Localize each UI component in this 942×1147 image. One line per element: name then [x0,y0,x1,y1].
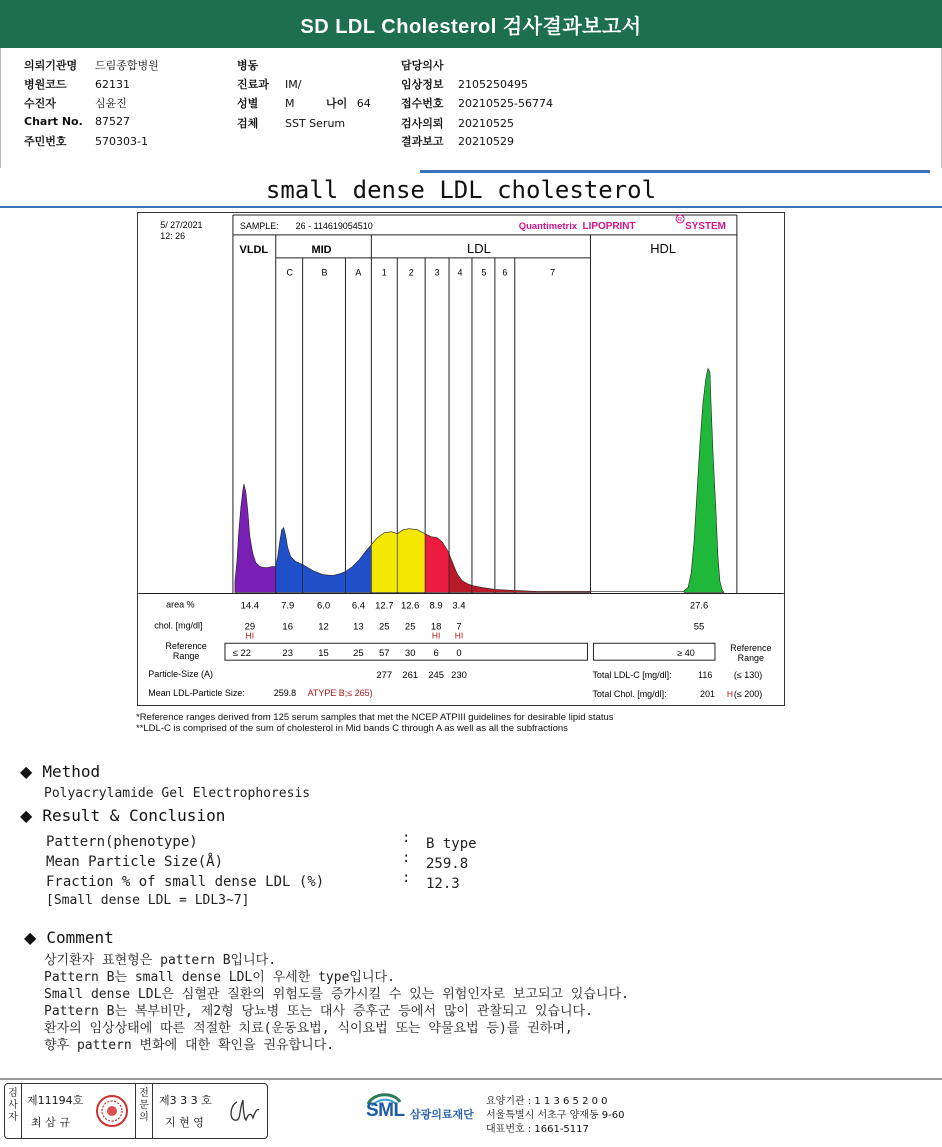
info-label: Chart No. [24,115,83,128]
info-row [401,115,514,131]
mean-size-value: 259.8 [273,688,297,699]
mid-b-band [303,565,346,593]
subband-a: A [355,267,362,278]
total-chol-label: Total Chol. [mg/dl]: [592,689,667,700]
org-line-1: 요양기관 : 1 1 3 6 5 2 0 0 [486,1096,608,1107]
sign-divider [21,1084,22,1138]
area-value: 12.7 [375,600,394,612]
area-row [241,600,709,611]
chol-value: 25 [404,621,416,633]
info-value: 570303-1 [95,135,148,148]
specialist-no: 제3 3 3 호 [159,1094,212,1107]
info-value: 심윤진 [95,97,127,110]
info-label: 진료과 [237,78,269,91]
signature-icon [225,1092,263,1128]
chol-value: 18 [430,621,442,633]
ldl-1-band [371,532,397,593]
logo-text: SML [366,1100,405,1121]
seal-stamp-icon [95,1092,129,1130]
ref-value: ≤ 22 [232,648,252,660]
brand-label-b: LIPOPRINT [582,220,636,232]
comment-line: 향후 pattern 변화에 대한 확인을 권유합니다. [44,1038,335,1053]
comment-line: Small dense LDL은 심혈관 질환의 위험도를 증가시킬 수 있는 위험인자로 보고되고 있습니다. [44,987,629,1002]
area-value: 27.6 [689,600,709,612]
chol-value: 7 [456,621,462,633]
chol-value: 16 [282,621,293,633]
age-value: 64 [356,97,371,110]
mid-a-band [345,545,371,593]
method-heading: ◆ Method [20,762,101,781]
info-label: 성별 [237,97,259,110]
sign-divider [135,1084,136,1138]
org-name: 삼광의료재단 [410,1108,474,1121]
subband-1: 1 [381,267,387,278]
row-label-chol: chol. [mg/dl] [154,620,203,631]
info-label: 주민번호 [24,135,67,148]
info-value: 87527 [95,115,130,128]
chol-value: 13 [353,621,364,633]
ref-value: 23 [282,648,293,660]
ldl-5-7-tail [472,585,591,592]
subband-6: 6 [502,267,508,278]
title-rule-top [420,170,930,173]
org-line-2: 서울특별시 서초구 양재동 9-60 [486,1110,625,1121]
ldl-4-band [449,554,472,593]
org-line-3: 대표번호 : 1661-5117 [486,1124,589,1135]
info-value: 드림종합병원 [95,59,159,72]
result-colon: : [402,830,411,846]
report-header: SD LDL Cholesterol 검사결과보고서 [0,0,942,48]
total-ldl-value: 116 [698,670,713,681]
info-label: 임상정보 [401,78,444,91]
subband-3: 3 [434,267,440,278]
group-label-ldl: LDL [467,240,491,256]
registered-letter: R [677,217,682,224]
footnote-1: *Reference ranges derived from 125 serum samples that met the NCEP ATPIII guidelines for desirable lipid status [136,712,614,723]
footnote-2: **LDL-C is comprised of the sum of cholesterol in Mid bands C through A as well as all the subfractions [136,723,568,734]
info-value: M [285,97,295,110]
info-row [24,133,148,149]
ref-row [233,648,462,659]
ldl-2-band [397,529,425,593]
info-row [401,76,528,92]
diamond-bullet-icon: ◆ [24,928,37,947]
result-value: B type [426,836,477,852]
info-label: 병동 [237,59,259,72]
hi-flag: HI [245,630,255,641]
subband-b: B [321,267,328,278]
report-title: small dense LDL cholesterol [265,176,657,204]
run-date: 5/ 27/2021 [160,219,203,230]
subband-2: 2 [408,267,414,278]
footer-rule [0,1078,942,1080]
result-note: [Small dense LDL = LDL3~7] [46,893,250,908]
info-value: SST Serum [285,117,346,130]
diamond-bullet-icon: ◆ [20,806,33,825]
info-label: 접수번호 [401,97,444,110]
info-row [24,57,159,73]
row-label-ref-right-1: Reference [730,643,772,654]
info-label: 검사의뢰 [401,117,444,130]
area-value: 8.9 [429,600,443,612]
specialist-label: 전 문 의 [139,1088,149,1123]
ref-value: 30 [404,648,416,660]
subband-5: 5 [481,267,487,278]
particle-size-value: 245 [428,670,444,682]
row-label-particle: Particle-Size (A) [148,669,213,680]
subband-c: C [286,267,293,278]
sample-value: 26 - 114619054510 [295,220,373,231]
row-label-ref-right-2: Range [737,653,765,664]
brand-label-a: Quantimetrix [518,220,578,232]
signature-box [4,1083,268,1139]
info-label: 검체 [237,117,259,130]
diamond-bullet-icon: ◆ [20,762,33,781]
particle-size-value: 277 [376,670,393,682]
inspector-name: 최 삼 규 [31,1116,70,1129]
comment-line: Pattern B는 small dense LDL이 우세한 type입니다. [44,970,395,985]
info-value: 2105250495 [458,78,528,91]
inspector-no: 제11194호 [27,1094,84,1107]
chol-value: 12 [318,621,329,633]
row-label-area: area % [166,599,195,610]
result-label: Fraction % of small dense LDL (%) [46,874,325,890]
age-label: 나이 [326,97,348,110]
total-chol-ref: (≤ 200) [733,689,763,700]
result-label: Mean Particle Size(Å) [46,854,224,870]
row-label-ref-1: Reference [165,641,207,652]
ldl-3-band [425,534,449,593]
total-ldl-ref: (≤ 130) [733,670,763,681]
info-value: IM/ [285,78,302,91]
info-row [24,115,130,128]
chol-value: 55 [693,621,705,633]
hdl-ref-value: ≥ 40 [677,648,695,659]
result-value: 259.8 [426,856,469,872]
info-label: 의뢰기관명 [24,59,78,72]
info-value: 20210525 [458,117,514,130]
info-row [401,133,514,149]
sample-label: SAMPLE: [239,220,279,231]
sign-divider [152,1084,153,1138]
info-value: 62131 [95,78,130,91]
area-value: 6.4 [351,600,365,612]
info-row [401,57,458,73]
total-chol-value: 201 [700,689,715,700]
info-row [237,57,285,73]
ref-value: 6 [433,648,439,660]
total-chol-flag: H [726,689,734,700]
title-rule-bottom [0,206,942,208]
info-label: 수진자 [24,97,56,110]
group-label-vldl: VLDL [239,243,269,256]
method-text: Polyacrylamide Gel Electrophoresis [44,786,311,801]
info-label: 담당의사 [401,59,444,72]
subband-4: 4 [457,267,463,278]
info-row [24,76,130,92]
ref-value: 25 [353,648,364,660]
info-label: 결과보고 [401,135,444,148]
chol-row [245,621,705,632]
hi-flag: HI [431,630,441,641]
lipid-profile-curve [235,368,724,592]
total-ldl-label: Total LDL-C [mg/dl]: [592,670,672,681]
inspector-label: 검 사 자 [8,1088,18,1123]
ref-value: 57 [379,648,390,660]
result-colon: : [402,850,411,866]
row-label-mean: Mean LDL-Particle Size: [148,688,245,699]
subband-7: 7 [550,267,556,278]
info-row [237,95,295,111]
ref-value: 0 [456,648,462,660]
info-row [237,115,345,131]
chol-value: 25 [379,621,390,633]
area-value: 14.4 [240,600,260,612]
brand-label-c: SYSTEM [685,220,726,232]
info-row [24,95,127,111]
mid-c-peak [276,528,303,593]
area-value: 7.9 [281,600,295,612]
lipoprint-report [137,212,785,706]
result-colon: : [402,870,411,886]
info-value: 20210525-56774 [458,97,553,110]
group-label-mid: MID [311,243,332,256]
hi-flag: HI [454,630,464,641]
area-value: 3.4 [452,600,466,612]
comment-line: Pattern B는 복부비만, 제2형 당뇨병 또는 대사 증후군 등에서 많이 관찰되고 있습니다. [44,1004,593,1019]
hdl-peak [684,368,724,592]
group-label-hdl: HDL [650,240,677,256]
row-label-ref-2: Range [172,651,200,662]
result-heading: ◆ Result & Conclusion [20,806,226,825]
hdl-ref-box [593,643,715,660]
info-label: 병원코드 [24,78,67,91]
info-row [237,76,301,92]
comment-heading: ◆ Comment [24,928,114,947]
result-label: Pattern(phenotype) [46,834,198,850]
run-time: 12: 26 [160,230,186,241]
particle-size-value: 261 [402,670,419,682]
info-value: 20210529 [458,135,514,148]
vldl-peak [235,484,276,593]
particle-size-value: 230 [451,670,467,682]
comment-line: 상기환자 표현형은 pattern B입니다. [44,953,277,968]
info-row [401,95,553,111]
chol-value: 29 [244,621,256,633]
age-field [326,95,371,111]
ref-value: 15 [318,648,329,660]
comment-line: 환자의 임상상태에 따른 적절한 치료(운동요법, 식이요법 또는 약물요법 등)를 권하며, [44,1021,573,1036]
specialist-name: 지 현 영 [165,1116,204,1129]
area-value: 6.0 [316,600,331,612]
particle-row [376,670,466,681]
area-value: 12.6 [401,600,420,612]
result-value: 12.3 [426,876,460,892]
mean-size-type: ATYPE B;≤ 265) [307,688,373,699]
